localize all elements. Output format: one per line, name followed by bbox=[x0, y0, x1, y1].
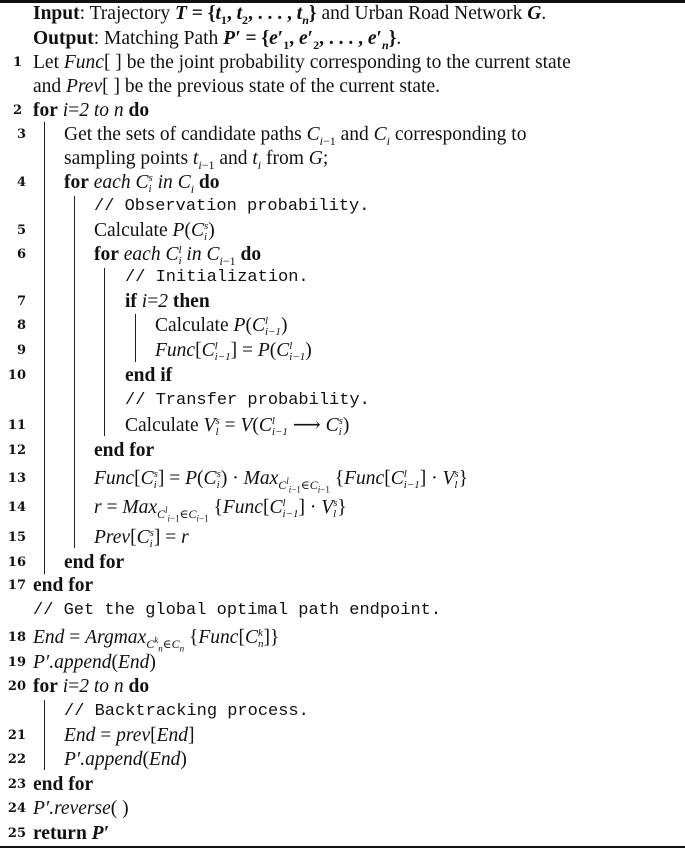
bottom-rule bbox=[0, 846, 685, 848]
guide-for-each-s bbox=[74, 196, 75, 548]
guide-for-each-l bbox=[104, 268, 105, 436]
guide-for-i-outer bbox=[44, 122, 45, 574]
input-label: Input bbox=[33, 3, 80, 24]
guide-for-i-back bbox=[44, 700, 45, 770]
output-label: Output bbox=[33, 28, 94, 49]
guide-if bbox=[135, 314, 136, 362]
